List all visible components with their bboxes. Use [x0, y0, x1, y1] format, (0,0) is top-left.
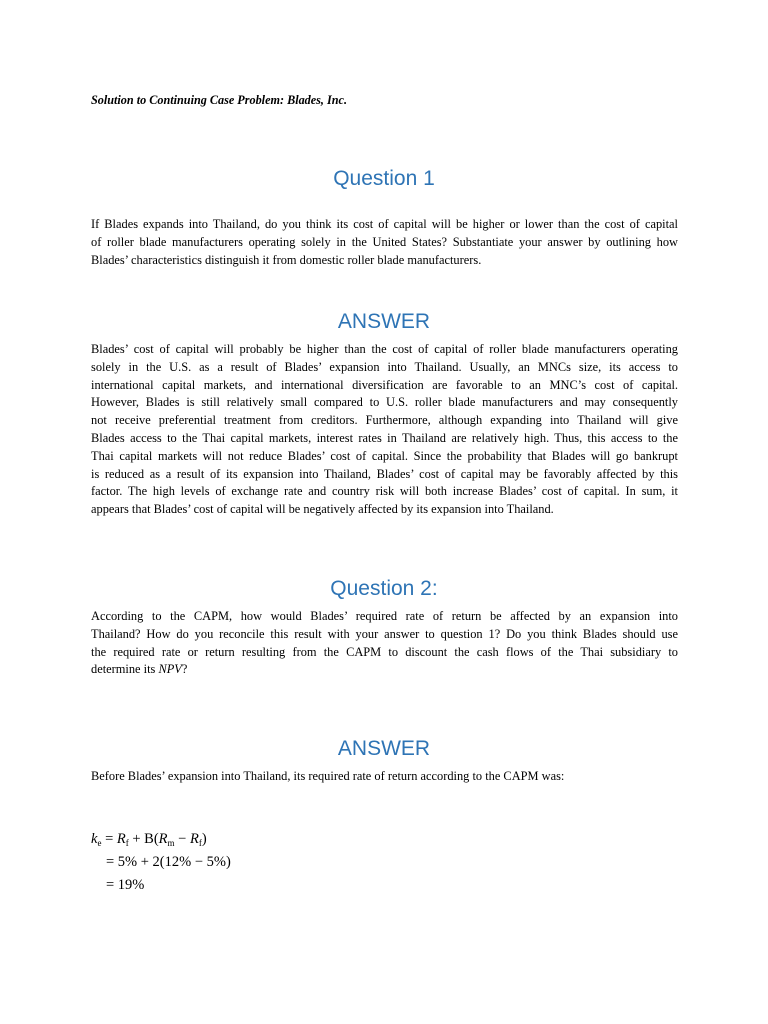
- answer-1-line: Blades’ cost of capital will probably be higher than the cost of capital of roller blade manufacturers operating: [91, 342, 678, 356]
- equals-sign: =: [101, 831, 117, 847]
- question-1-line: If Blades expands into Thailand, do you think its cost of capital will be higher or lower than the cost of capital: [91, 217, 678, 231]
- npv-term: NPV: [158, 662, 182, 677]
- rf2-subscript: f: [198, 838, 202, 848]
- rm-subscript: m: [167, 838, 175, 848]
- equation-line-2: = 5% + 2(12% − 5%): [106, 854, 231, 870]
- answer-1-line: factor. The high levels of exchange rate and country risk will both increase Blades’ cost of capital. In sum, it: [91, 484, 678, 499]
- rf2-variable: R: [189, 831, 199, 847]
- capm-equation: [91, 828, 231, 897]
- answer-1-line: is reduced as a result of its expansion into Thailand, Blades’ cost of capital may be favorably affected by this: [91, 466, 678, 481]
- plus-beta: + B(: [128, 831, 159, 847]
- equation-line-1: [91, 828, 231, 851]
- minus-sign: −: [174, 831, 190, 847]
- answer-1-line: international capital markets, and international diversification are favorable to an MNC’s cost of capital.: [91, 377, 678, 392]
- question-1-line: Blades’ characteristics distinguish it from domestic roller blade manufacturers.: [91, 252, 482, 267]
- question-2-line: According to the CAPM, how would Blades’ required rate of return be affected by an expansion into: [91, 609, 678, 623]
- equation-line-3: = 19%: [106, 877, 145, 893]
- question-2-last-suffix: ?: [181, 662, 188, 677]
- question-2-line: the required rate or return resulting from the CAPM to discount the cash flows of the Thai subsidiary to: [91, 644, 678, 659]
- document-intro-title: Solution to Continuing Case Problem: Blades, Inc.: [91, 93, 347, 107]
- answer-1-line: solely in the U.S. as a result of Blades’ expansion into Thailand. Usually, an MNCs size, its access to: [91, 359, 678, 374]
- question-2-line: Thailand? How do you reconcile this result with your answer to question 1? Do you think Blades should use: [91, 626, 678, 641]
- heading-question-1: Question 1: [333, 167, 435, 190]
- heading-answer-2: ANSWER: [337, 737, 431, 760]
- question-2-text: [91, 608, 678, 679]
- answer-2-line: Before Blades’ expansion into Thailand, its required rate of return according to the CAPM was:: [91, 769, 565, 783]
- answer-1-line: appears that Blades’ cost of capital will be negatively affected by its expansion into Thailand.: [91, 502, 554, 517]
- answer-1-line: However, Blades is still relatively small compared to U.S. roller blade manufacturers and may consequently: [91, 395, 678, 410]
- heading-answer-1: ANSWER: [337, 310, 431, 333]
- question-1-text: [91, 216, 678, 269]
- answer-1-text: [91, 341, 678, 519]
- answer-1-line: not receive preferential treatment from creditors. Furthermore, although expanding into Thailand will give: [91, 413, 678, 428]
- answer-1-line: Blades access to the Thai capital markets, interest rates in Thailand are relatively high. Thus, this access to the: [91, 430, 678, 445]
- answer-1-line: Thai capital markets will not reduce Blades’ cost of capital. Since the probability that Blades will go bankrupt: [91, 448, 678, 463]
- question-2-last-prefix: determine its: [91, 662, 159, 677]
- rm-variable: R: [158, 831, 168, 847]
- rf-variable: R: [116, 831, 126, 847]
- close-paren: ): [201, 831, 207, 847]
- ke-variable: k: [91, 831, 98, 847]
- question-2-line: [91, 661, 678, 679]
- answer-2-text: [91, 768, 678, 786]
- heading-question-2: Question 2:: [330, 577, 438, 600]
- question-1-line: of roller blade manufacturers operating solely in the United States? Substantiate your answer by outlining how: [91, 234, 678, 249]
- rf-subscript: f: [125, 838, 129, 848]
- ke-subscript: e: [97, 838, 102, 848]
